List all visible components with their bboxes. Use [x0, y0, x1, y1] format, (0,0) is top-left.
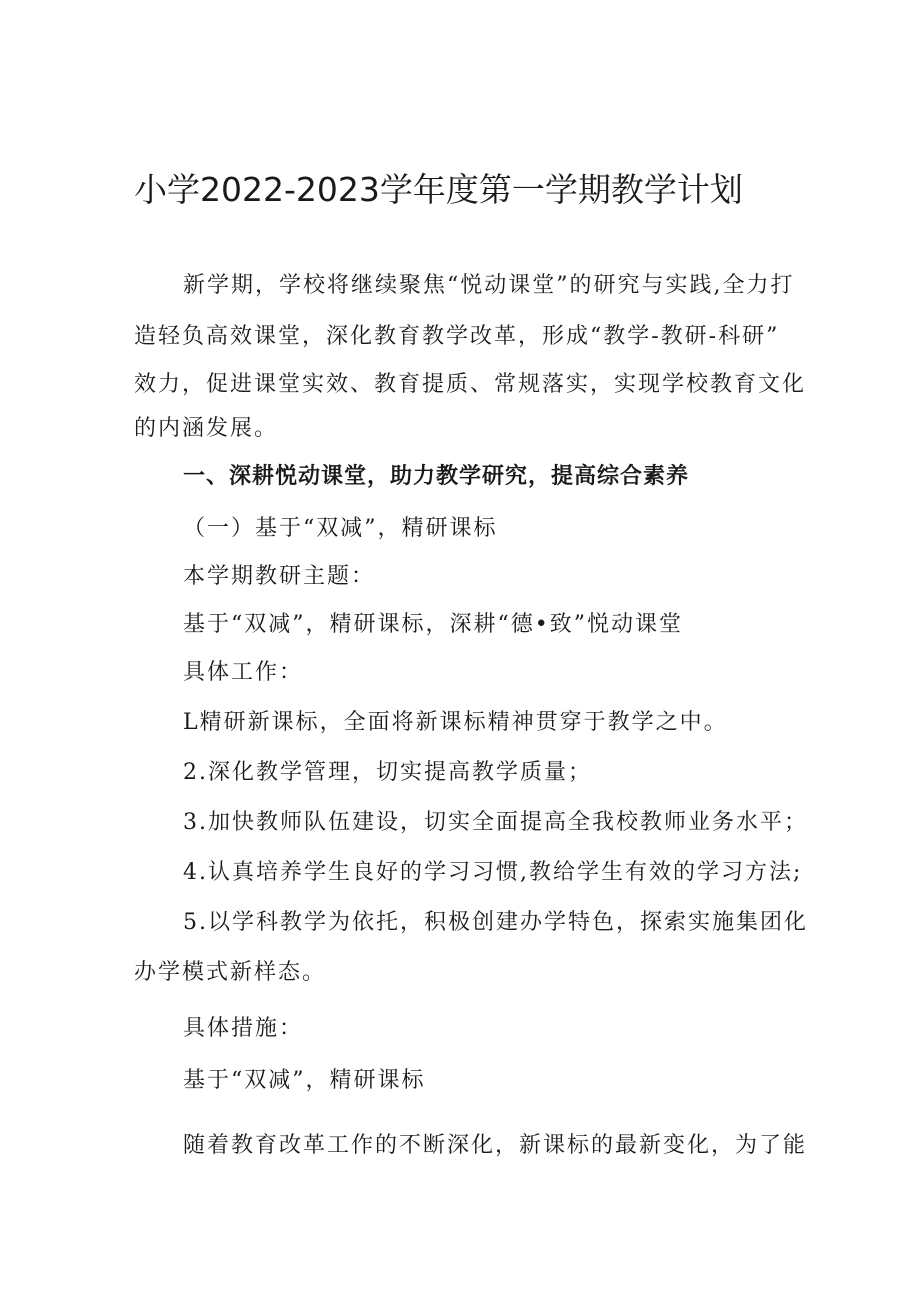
intro-line-3: 效力，促进课堂实效、教育提质、常规落实，实现学校教育文化 [134, 372, 807, 397]
subsection-1-heading: （一）基于“双减”，精研课标 [183, 516, 498, 541]
task-item-1: L精研新课标，全面将新课标精神贯穿于教学之中。 [183, 710, 728, 735]
document-title: 小学2022-2023学年度第一学期教学计划 [134, 170, 743, 209]
theme-text: 基于“双减”，精研课标，深耕“德•致”悦动课堂 [183, 612, 683, 637]
measures-heading: 基于“双减”，精研课标 [183, 1068, 426, 1093]
closing-line: 随着教育改革工作的不断深化，新课标的最新变化，为了能 [183, 1133, 808, 1158]
section-1-heading: 一、深耕悦动课堂，助力教学研究，提高综合素养 [183, 464, 690, 489]
intro-line-2: 造轻负高效课堂，深化教育教学改革，形成“教学-教研-科研” [134, 324, 780, 349]
theme-label: 本学期教研主题： [183, 564, 376, 589]
measures-label: 具体措施： [183, 1016, 304, 1041]
intro-line-1: 新学期，学校将继续聚焦“悦动课堂”的研究与实践,全力打 [183, 273, 795, 298]
task-item-4: 4.认真培养学生良好的学习习惯,教给学生有效的学习方法; [183, 860, 803, 885]
task-item-2: 2.深化教学管理，切实提高教学质量； [183, 760, 592, 785]
task-item-5-continued: 办学模式新样态。 [134, 960, 327, 985]
task-item-3: 3.加快教师队伍建设，切实全面提高全我校教师业务水平； [183, 810, 808, 835]
tasks-label: 具体工作： [183, 660, 304, 685]
task-item-5: 5.以学科教学为依托，积极创建办学特色，探索实施集团化 [183, 910, 808, 935]
intro-line-4: 的内涵发展。 [134, 416, 279, 441]
